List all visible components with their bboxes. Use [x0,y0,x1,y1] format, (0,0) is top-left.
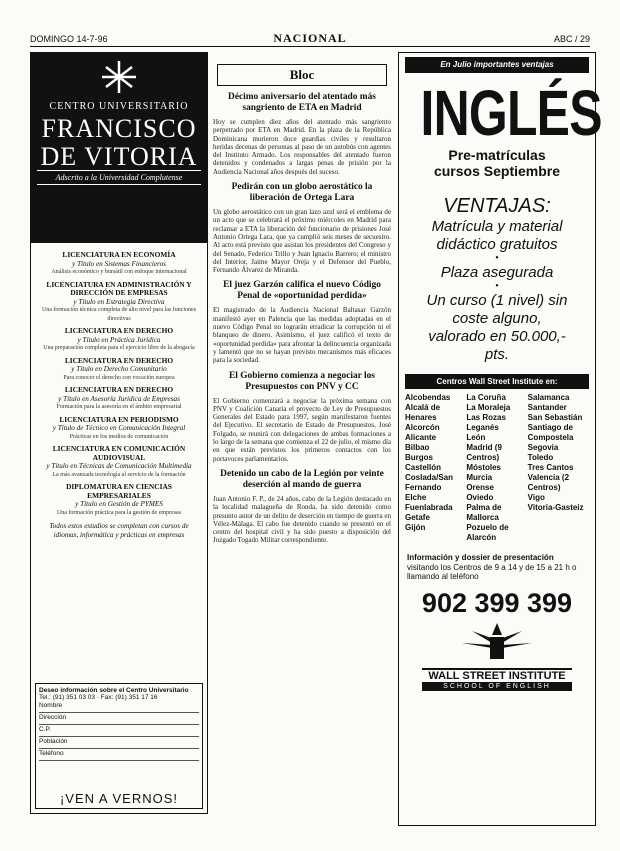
ventajas-title: VENTAJAS: [443,195,551,217]
form-title: Deseo información sobre el Centro Universitario [39,687,189,694]
ad-headline: INGLÉS [420,77,602,149]
header-date: DOMINGO 14-7-96 [30,34,108,44]
article-list [213,92,391,545]
program-subtitle: y Título en Técnicas de Comunicación Multimedia [46,462,192,470]
info-block [399,549,595,582]
article-title: El Gobierno comienza a negociar los Presupuestos con PNV y CC [229,370,375,392]
article-body: El magistrado de la Audiencia Nacional Baltasar Garzón manifestó ayer en Palencia que las medidas adoptadas en el nuevo Código Penal no lograrán erradicar la corrupción ni el blanqueo de dinero. Asimismo, el juez calificó el texto de «oportunidad perdida» para afrontar la delincuencia organizada y lamentó que no se hayan previsto mecanismos más eficaces para la sociedad. [213,306,391,365]
program-note: Análisis económico y bursátil con enfoque internacional [51,269,187,275]
city-item: Madrid (9 Centros) [466,443,502,462]
article-body: Hoy se cumplen diez años del atentado más sangriento perpetrado por ETA en Madrid. En la plaza de la República Dominicana murieron doce guardias civiles y resultaron heridas decenas de personas al paso de un autobús con agentes del Instituto Armado. Los responsables del atentado fueron detenidos y condenados a largas penas de prisión por la Audiencia Nacional años después del suceso. [213,118,391,176]
cities-col-3 [528,393,589,543]
city-item: Orense [466,483,494,492]
city-item: Tres Cantos [527,463,574,472]
article-title: Pedirán con un globo aerostático la liberación de Ortega Lara [231,182,373,204]
city-item: Alcalá de Henares [405,403,441,422]
program-note: La más avanzada tecnología al servicio de la formación [52,471,186,478]
university-ad [30,52,208,814]
program-note: Formación para la asesoría en el ámbito empresarial [56,404,182,410]
program-subtitle: y Título en Estrategia Directiva [73,297,165,306]
city-item: Salamanca [527,393,570,402]
centro-label: CENTRO UNIVERSITARIO [49,101,189,112]
city-item: Toledo [527,453,554,462]
adscrito-label: Adscrito a la Universidad Complutense [37,170,201,185]
city-item: Las Rozas [466,413,506,422]
article-body: Juan Antonio F. P., de 24 años, cabo de la Legión destacado en la localidad malagueña de Ronda, ha sido detenido como presunto autor de un delito de deserción en tiempo de guerra en Vélez-Málaga. El cabo fue detenido cuando se presentó en el centro del hospital civil y ha sido puesto a disposición del Juzgado Togado Militar correspondiente. [213,494,391,545]
university-logo-icon [96,57,142,97]
statue-of-liberty-icon [399,621,595,664]
form-field[interactable]: C.P. [39,726,199,737]
benefit-3: Un curso (1 nivel) sin coste alguno, valorado en 50.000,- pts. [426,292,568,363]
article-title: Detenido un cabo de la Legión por veinte deserción al mando de guerra [220,468,384,490]
bloc-title: Bloc [217,64,387,86]
ad-sub2: cursos Septiembre [433,163,561,179]
city-item: La Moraleja [466,403,511,412]
cities-list [399,393,595,543]
form-field[interactable]: Dirección [39,714,199,725]
program-subtitle: y Título en Asesoría Jurídica de Empresas [58,394,180,403]
city-item: Bilbao [405,443,430,452]
program-note: Una formación práctica para la gestión de empresas [56,509,182,516]
program-title: LICENCIATURA EN DERECHO [64,385,174,394]
university-banner [31,53,207,243]
city-item: Alicante [405,433,437,442]
city-item: Fuenlabrada [405,503,453,512]
form-contact: Tel.: (91) 351 03 03 · Fax: (91) 351 17 16 [39,694,158,701]
program-subtitle: y Título en Práctica Jurídica [77,335,161,344]
city-item: San Sebastián [527,413,583,422]
university-name: FRANCISCO DE VITORIA [40,114,198,171]
form-field[interactable]: Población [39,738,199,749]
city-item: Getafe [405,513,430,522]
city-item: Santiago de Compostela [527,423,574,442]
program-title: LICENCIATURA EN ADMINISTRACIÓN Y DIRECCIÓN DE EMPRESAS [46,279,192,297]
ad-sub1: Pre-matrículas [448,147,546,163]
city-item: Leganés [466,423,499,432]
program-title: LICENCIATURA EN DERECHO [64,355,174,365]
benefit-1: Matrícula y material didáctico gratuitos [431,218,563,253]
program-subtitle: y Título en Gestión de PYMES [75,500,163,508]
city-item: Móstoles [466,463,501,472]
english-ad [398,52,602,826]
centros-title: Centros Wall Street Institute en: [405,374,589,389]
info-text: visitando los Centros de 9 a 14 y de 15 a 21 h o llamando al teléfono [407,562,577,581]
section-title: NACIONAL [273,31,347,45]
cta-label: ¡VEN A VERNOS! [59,791,179,806]
info-bold: Información y dossier de presentación [407,553,554,562]
program-title: LICENCIATURA EN ECONOMÍA [62,250,176,259]
program-note: Una formación técnica completa de alto nivel para las funciones directivas [41,307,197,322]
program-note: Para conocer el derecho con vocación europea [63,374,175,381]
bullet-icon: • [495,281,499,292]
cities-col-2 [466,393,527,543]
program-title: LICENCIATURA EN PERIODISMO [59,414,179,424]
header-rule [30,46,590,47]
brand-sub: SCHOOL OF ENGLISH [422,682,572,691]
cities-col-1 [405,393,466,543]
city-item: Alcobendas [405,393,451,402]
city-item: Murcia [466,473,493,482]
program-subtitle: y Título de Técnico en Comunicación Integral [52,424,186,432]
city-item: Gijón [405,523,426,532]
program-note: Prácticas en los medios de comunicación [69,433,169,440]
benefit-2: Plaza asegurada [440,264,554,281]
article-body: Un globo aerostático con un gran lazo azul será el emblema de un acto que se celebrará el próximo miércoles en Madrid para reclamar a ETA la liberación del funcionario de prisiones José Antonio Ortega Lara, que ya cumplió seis meses de secuestro. Al acto está previsto que asistan los presidentes del Congreso y del Senado, Federico Trillo y Juan Ignacio Barrero; el ministro del Interior, Jaime Mayor Oreja y el Defensor del Pueblo, Fernando Álvarez de Miranda. [213,208,391,275]
city-item: Oviedo [466,493,494,502]
city-item: Burgos [405,453,433,462]
city-item: Valencia (2 Centros) [527,473,570,492]
city-item: Santander [527,403,567,412]
info-request-form [35,683,203,809]
program-title: LICENCIATURA EN COMUNICACIÓN AUDIOVISUAL [52,444,186,462]
brand-name: WALL STREET INSTITUTE [422,668,572,682]
article-title: Décimo aniversario del atentado más sangriento de ETA en Madrid [228,92,376,113]
article-title: El juez Garzón califica el nuevo Código Penal de «oportunidad perdida» [223,280,381,302]
program-note: Una preparación completa para el ejercicio libre de la abogacía [43,345,195,351]
city-item: Palma de Mallorca [466,503,502,522]
city-item: La Coruña [466,393,506,402]
city-item: Pozuelo de Alarcón [466,523,509,542]
city-item: Castellón [405,463,442,472]
bullet-icon: • [495,253,499,264]
program-list [31,243,207,543]
city-item: Segovia [527,443,559,452]
article-body: El Gobierno comenzará a negociar la próxima semana con PNV y Coalición Canaria el proyecto de Ley de Presupuestos Generales del Estado para 1997, según manifestaron fuentes del Ejecutivo. El secretario de Estado de Presupuestos, José Folgado, se reunirá con delegaciones de ambas formaciones a lo largo de la semana que comienza el 22 de julio, el mismo día en que están previstos los primeros contactos con los portavoces parlamentarios. [213,396,391,463]
program-closing: Todos estos estudios se completan con cursos de idiomas, informática y prácticas en empresas [49,522,189,539]
city-item: Coslada/San Fernando [405,473,454,492]
city-item: León [466,433,486,442]
form-fields [39,702,199,761]
program-subtitle: y Título en Derecho Comunitario [71,365,167,373]
program-subtitle: y Título en Sistemas Financieros [72,259,166,268]
header-page: ABC / 29 [553,34,590,44]
form-field[interactable]: Teléfono [39,750,199,761]
program-title: DIPLOMATURA EN CIENCIAS EMPRESARIALES [66,482,172,500]
city-item: Alcorcón [405,423,440,432]
ad-tagline: En Julio importantes ventajas [405,57,589,73]
program-title: LICENCIATURA EN DERECHO [64,326,174,335]
city-item: Vigo [527,493,545,502]
phone-number: 902 399 399 [421,587,573,618]
bloc-column [213,52,391,545]
city-item: Vitoria-Gasteiz [527,503,584,512]
city-item: Elche [405,493,427,502]
form-field[interactable]: Nombre [39,702,199,713]
